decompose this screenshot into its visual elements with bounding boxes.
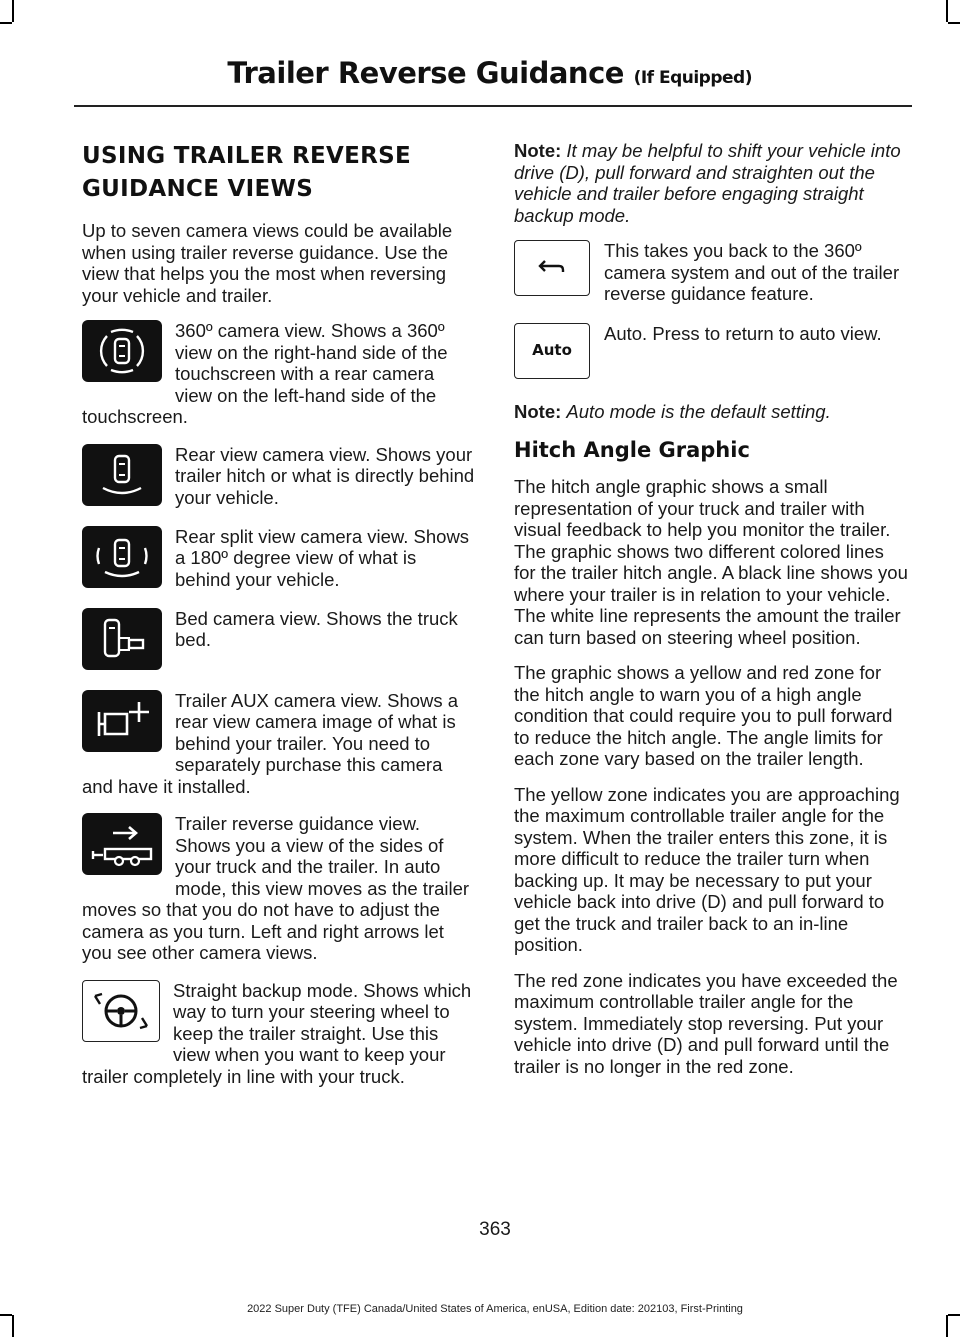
steering-wheel-icon	[82, 980, 160, 1042]
rear-split-view-icon	[82, 526, 162, 588]
section-heading-line2: GUIDANCE VIEWS	[82, 176, 314, 202]
body-paragraph: The hitch angle graphic shows a small representation of your truck and trailer with visual feedback to help you monitor the trailer. The graphic shows two different colored lines for the trailer hitch angle. A black line shows you where your trailer is in relation to your vehicle. The white line represents the amount the trailer can turn based on steering wheel position.	[514, 476, 908, 648]
note-auto-default	[514, 401, 908, 423]
view-item-trailer-reverse-guidance	[82, 813, 476, 964]
view-item-rear-split	[82, 526, 476, 592]
back-button-description: This takes you back to the 360º camera system and out of the trailer reverse guidance feature.	[604, 240, 900, 304]
crop-mark	[0, 22, 12, 24]
auto-button-description: Auto. Press to return to auto view.	[604, 322, 882, 344]
view-item-straight-backup	[82, 980, 476, 1088]
view-description: Bed camera view. Shows the truck bed.	[175, 607, 458, 650]
camera-360-icon	[82, 320, 162, 382]
auto-button-label: Auto	[532, 340, 572, 359]
subsection-heading: Hitch Angle Graphic	[514, 438, 750, 462]
header-title: Trailer Reverse Guidance	[227, 56, 624, 90]
note-straighten	[514, 140, 908, 226]
view-item-360	[82, 320, 476, 428]
auto-button-icon	[514, 323, 590, 379]
intro-paragraph: Up to seven camera views could be available when using trailer reverse guidance. Use the view that helps you the most when reversing your vehicle and trailer.	[82, 220, 453, 306]
note-label: Note:	[514, 400, 562, 422]
auto-button-item	[514, 323, 908, 383]
body-paragraph: The red zone indicates you have exceeded the maximum controllable trailer angle for the system. Immediately stop reversing. Put your vehicle into drive (D) and pull forward until the trailer is no longer in the red zone.	[514, 969, 898, 1077]
page-number: 363	[479, 1219, 511, 1240]
crop-mark	[948, 22, 960, 24]
back-button-item	[514, 240, 908, 305]
section-heading	[82, 140, 476, 206]
right-column	[514, 140, 908, 1091]
view-item-trailer-aux	[82, 690, 476, 798]
view-description: 360º camera view. Shows a 360º view on the right-hand side of the touchscreen with a rear camera view on the left-hand side of the touchscreen.	[82, 320, 448, 427]
crop-mark	[12, 0, 14, 22]
bed-camera-icon	[82, 608, 162, 670]
view-description: Rear view camera view. Shows your trailer hitch or what is directly behind your vehicle.	[175, 443, 475, 508]
section-heading-line1: USING TRAILER REVERSE	[82, 143, 411, 169]
view-description: Straight backup mode. Shows which way to turn your steering wheel to keep the trailer straight. Use this view when you want to keep your trailer completely in line with your truck.	[82, 979, 472, 1087]
note-text: It may be helpful to shift your vehicle into drive (D), pull forward and straighten out the vehicle and trailer before engaging straight backup mode.	[514, 140, 901, 226]
view-item-rear	[82, 444, 476, 510]
header-divider	[74, 105, 912, 107]
trailer-aux-camera-icon	[82, 690, 162, 752]
view-description: Trailer reverse guidance view. Shows you a view of the sides of your truck and the trailer. In auto mode, this view moves as the trailer moves so that you do not have to adjust the camera as you turn. Left and right arrows let you see other camera views.	[82, 813, 470, 963]
crop-mark	[12, 1315, 14, 1337]
crop-mark	[946, 1315, 948, 1337]
note-label: Note:	[514, 140, 562, 161]
crop-mark	[946, 0, 948, 22]
view-description: Trailer AUX camera view. Shows a rear view camera image of what is behind your trailer. You need to separately purchase this camera and have it installed.	[82, 689, 459, 797]
page-footer: 2022 Super Duty (TFE) Canada/United States of America, enUSA, Edition date: 202103, First-Printing	[247, 1303, 743, 1315]
page-header	[227, 56, 752, 90]
header-subtitle: (If Equipped)	[633, 68, 752, 88]
back-arrow-icon	[514, 240, 590, 296]
trailer-reverse-guidance-icon	[82, 813, 162, 875]
rear-view-camera-icon	[82, 444, 162, 506]
view-item-bed	[82, 608, 476, 674]
note-text: Auto mode is the default setting.	[566, 400, 831, 422]
body-paragraph: The yellow zone indicates you are approaching the maximum controllable trailer angle for the system. When the trailer enters this zone, it is more difficult to reduce the trailer turn when backing up. It may be necessary to put your vehicle back into drive (D) and pull forward to get the truck and trailer back to an in-line position.	[514, 783, 900, 955]
view-description: Rear split view camera view. Shows a 180º degree view of what is behind your vehicle.	[175, 525, 470, 590]
left-column	[82, 140, 476, 1103]
body-paragraph: The graphic shows a yellow and red zone for the hitch angle to warn you of a high angle condition that could require you to pull forward to reduce the hitch angle. The angle limits for each zone vary based on the trailer length.	[514, 662, 893, 769]
